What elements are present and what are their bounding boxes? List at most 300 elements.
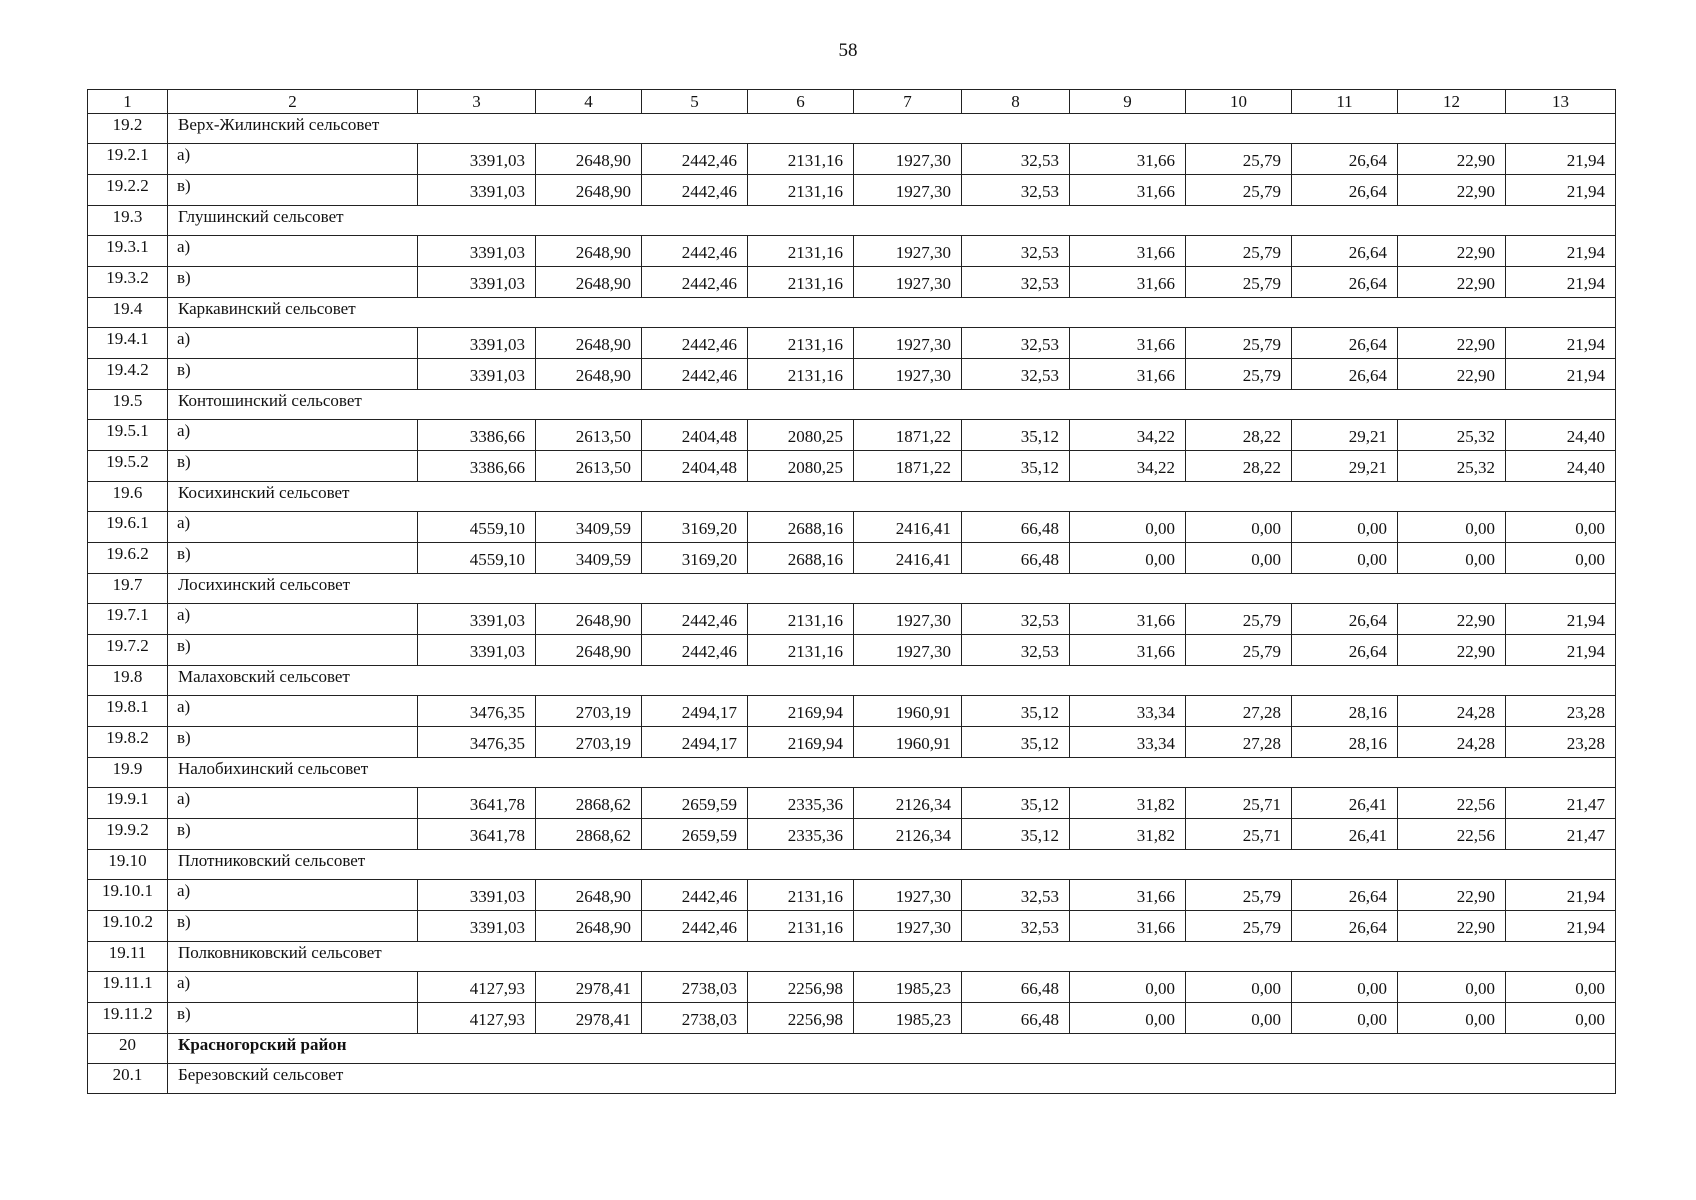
row-code: 19.2.2: [88, 175, 168, 206]
table-row: [88, 543, 1616, 574]
section-row: [88, 942, 1616, 972]
section-row: [88, 1034, 1616, 1064]
value-cell: 2335,36: [748, 788, 854, 819]
value-cell: 2978,41: [536, 972, 642, 1003]
value-cell: 21,94: [1506, 144, 1616, 175]
value-cell: 2613,50: [536, 420, 642, 451]
value-cell: 2404,48: [642, 420, 748, 451]
value-cell: 28,22: [1186, 451, 1292, 482]
value-cell: 22,90: [1398, 911, 1506, 942]
value-cell: 34,22: [1070, 420, 1186, 451]
column-number-header: 5: [642, 90, 748, 114]
row-label: а): [168, 420, 418, 451]
row-code: 19.4: [88, 298, 168, 328]
column-number-header: 1: [88, 90, 168, 114]
section-row: [88, 1064, 1616, 1094]
value-cell: 66,48: [962, 512, 1070, 543]
row-code: 19.6.1: [88, 512, 168, 543]
value-cell: 33,34: [1070, 696, 1186, 727]
table-row: [88, 328, 1616, 359]
value-cell: 3409,59: [536, 543, 642, 574]
value-cell: 2126,34: [854, 788, 962, 819]
value-cell: 3409,59: [536, 512, 642, 543]
value-cell: 35,12: [962, 727, 1070, 758]
value-cell: 3391,03: [418, 635, 536, 666]
value-cell: 3391,03: [418, 175, 536, 206]
value-cell: 66,48: [962, 1003, 1070, 1034]
value-cell: 35,12: [962, 420, 1070, 451]
section-name: Глушинский сельсовет: [168, 206, 1616, 236]
value-cell: 33,34: [1070, 727, 1186, 758]
value-cell: 21,94: [1506, 604, 1616, 635]
table-row: [88, 972, 1616, 1003]
row-code: 20: [88, 1034, 168, 1064]
value-cell: 2659,59: [642, 788, 748, 819]
value-cell: 0,00: [1398, 543, 1506, 574]
table-row: [88, 236, 1616, 267]
value-cell: 3386,66: [418, 420, 536, 451]
value-cell: 25,79: [1186, 911, 1292, 942]
value-cell: 0,00: [1292, 972, 1398, 1003]
value-cell: 2648,90: [536, 175, 642, 206]
row-label: в): [168, 267, 418, 298]
section-row: [88, 666, 1616, 696]
table-row: [88, 512, 1616, 543]
row-label: в): [168, 359, 418, 390]
value-cell: 2613,50: [536, 451, 642, 482]
column-number-header: 6: [748, 90, 854, 114]
value-cell: 3386,66: [418, 451, 536, 482]
value-cell: 24,40: [1506, 451, 1616, 482]
value-cell: 28,22: [1186, 420, 1292, 451]
value-cell: 22,90: [1398, 267, 1506, 298]
row-code: 19.2: [88, 114, 168, 144]
value-cell: 25,71: [1186, 819, 1292, 850]
value-cell: 2648,90: [536, 359, 642, 390]
value-cell: 1927,30: [854, 880, 962, 911]
value-cell: 1985,23: [854, 972, 962, 1003]
value-cell: 2416,41: [854, 512, 962, 543]
value-cell: 2648,90: [536, 604, 642, 635]
value-cell: 3476,35: [418, 727, 536, 758]
value-cell: 0,00: [1506, 1003, 1616, 1034]
value-cell: 2494,17: [642, 696, 748, 727]
row-label: а): [168, 788, 418, 819]
value-cell: 31,66: [1070, 880, 1186, 911]
value-cell: 2494,17: [642, 727, 748, 758]
table-row: [88, 451, 1616, 482]
value-cell: 2703,19: [536, 696, 642, 727]
value-cell: 25,79: [1186, 359, 1292, 390]
section-row: [88, 390, 1616, 420]
value-cell: 2648,90: [536, 267, 642, 298]
value-cell: 3391,03: [418, 359, 536, 390]
value-cell: 22,90: [1398, 635, 1506, 666]
value-cell: 2131,16: [748, 267, 854, 298]
value-cell: 0,00: [1186, 1003, 1292, 1034]
value-cell: 25,79: [1186, 144, 1292, 175]
table-row: [88, 635, 1616, 666]
row-label: в): [168, 543, 418, 574]
row-label: в): [168, 175, 418, 206]
value-cell: 2688,16: [748, 512, 854, 543]
table-row: [88, 359, 1616, 390]
column-number-header: 13: [1506, 90, 1616, 114]
value-cell: 3391,03: [418, 267, 536, 298]
value-cell: 35,12: [962, 819, 1070, 850]
value-cell: 3391,03: [418, 880, 536, 911]
value-cell: 1871,22: [854, 451, 962, 482]
value-cell: 22,56: [1398, 819, 1506, 850]
value-cell: 3391,03: [418, 144, 536, 175]
table-row: [88, 696, 1616, 727]
value-cell: 26,64: [1292, 236, 1398, 267]
value-cell: 2442,46: [642, 144, 748, 175]
value-cell: 23,28: [1506, 727, 1616, 758]
table-row: [88, 1003, 1616, 1034]
table-row: [88, 819, 1616, 850]
row-code: 19.10: [88, 850, 168, 880]
value-cell: 35,12: [962, 696, 1070, 727]
value-cell: 26,41: [1292, 819, 1398, 850]
value-cell: 28,16: [1292, 696, 1398, 727]
value-cell: 32,53: [962, 328, 1070, 359]
value-cell: 23,28: [1506, 696, 1616, 727]
value-cell: 35,12: [962, 788, 1070, 819]
column-number-header: 11: [1292, 90, 1398, 114]
row-code: 19.9: [88, 758, 168, 788]
value-cell: 25,71: [1186, 788, 1292, 819]
value-cell: 2648,90: [536, 635, 642, 666]
tariff-table: [87, 89, 1616, 1094]
value-cell: 0,00: [1186, 972, 1292, 1003]
value-cell: 26,64: [1292, 635, 1398, 666]
column-number-header: 8: [962, 90, 1070, 114]
row-code: 19.11.1: [88, 972, 168, 1003]
row-label: а): [168, 328, 418, 359]
column-number-header: 2: [168, 90, 418, 114]
value-cell: 21,94: [1506, 328, 1616, 359]
row-code: 19.9.2: [88, 819, 168, 850]
value-cell: 21,94: [1506, 267, 1616, 298]
value-cell: 0,00: [1186, 543, 1292, 574]
value-cell: 32,53: [962, 236, 1070, 267]
value-cell: 21,94: [1506, 359, 1616, 390]
value-cell: 21,94: [1506, 911, 1616, 942]
value-cell: 2131,16: [748, 175, 854, 206]
row-label: а): [168, 236, 418, 267]
value-cell: 31,82: [1070, 819, 1186, 850]
row-code: 19.7: [88, 574, 168, 604]
value-cell: 27,28: [1186, 696, 1292, 727]
value-cell: 26,64: [1292, 175, 1398, 206]
value-cell: 2169,94: [748, 696, 854, 727]
value-cell: 34,22: [1070, 451, 1186, 482]
section-row: [88, 574, 1616, 604]
value-cell: 31,66: [1070, 144, 1186, 175]
value-cell: 27,28: [1186, 727, 1292, 758]
value-cell: 31,66: [1070, 635, 1186, 666]
value-cell: 22,90: [1398, 236, 1506, 267]
value-cell: 26,64: [1292, 144, 1398, 175]
row-code: 19.6.2: [88, 543, 168, 574]
table-row: [88, 267, 1616, 298]
value-cell: 31,66: [1070, 359, 1186, 390]
value-cell: 2738,03: [642, 972, 748, 1003]
table-row: [88, 175, 1616, 206]
value-cell: 2442,46: [642, 880, 748, 911]
row-label: в): [168, 451, 418, 482]
value-cell: 4559,10: [418, 543, 536, 574]
value-cell: 2131,16: [748, 604, 854, 635]
value-cell: 29,21: [1292, 451, 1398, 482]
value-cell: 2131,16: [748, 880, 854, 911]
value-cell: 1871,22: [854, 420, 962, 451]
row-label: в): [168, 727, 418, 758]
row-code: 19.5.1: [88, 420, 168, 451]
value-cell: 26,64: [1292, 328, 1398, 359]
row-label: в): [168, 635, 418, 666]
value-cell: 22,90: [1398, 144, 1506, 175]
value-cell: 1927,30: [854, 175, 962, 206]
value-cell: 2978,41: [536, 1003, 642, 1034]
value-cell: 3169,20: [642, 543, 748, 574]
value-cell: 25,79: [1186, 267, 1292, 298]
value-cell: 0,00: [1506, 512, 1616, 543]
section-row: [88, 758, 1616, 788]
row-label: а): [168, 880, 418, 911]
value-cell: 31,66: [1070, 604, 1186, 635]
row-label: а): [168, 144, 418, 175]
value-cell: 2648,90: [536, 911, 642, 942]
value-cell: 2442,46: [642, 267, 748, 298]
value-cell: 0,00: [1070, 972, 1186, 1003]
value-cell: 3476,35: [418, 696, 536, 727]
value-cell: 31,66: [1070, 328, 1186, 359]
value-cell: 0,00: [1506, 543, 1616, 574]
value-cell: 32,53: [962, 604, 1070, 635]
value-cell: 25,79: [1186, 604, 1292, 635]
row-label: а): [168, 604, 418, 635]
value-cell: 25,79: [1186, 880, 1292, 911]
value-cell: 25,79: [1186, 236, 1292, 267]
section-row: [88, 114, 1616, 144]
value-cell: 0,00: [1398, 972, 1506, 1003]
section-name: Контошинский сельсовет: [168, 390, 1616, 420]
row-code: 19.3.1: [88, 236, 168, 267]
value-cell: 35,12: [962, 451, 1070, 482]
value-cell: 21,47: [1506, 788, 1616, 819]
value-cell: 25,79: [1186, 635, 1292, 666]
value-cell: 32,53: [962, 359, 1070, 390]
value-cell: 32,53: [962, 911, 1070, 942]
value-cell: 2868,62: [536, 788, 642, 819]
column-number-header-row: [88, 90, 1616, 114]
column-number-header: 7: [854, 90, 962, 114]
value-cell: 2442,46: [642, 175, 748, 206]
value-cell: 4559,10: [418, 512, 536, 543]
value-cell: 2868,62: [536, 819, 642, 850]
value-cell: 29,21: [1292, 420, 1398, 451]
row-code: 19.3.2: [88, 267, 168, 298]
value-cell: 32,53: [962, 267, 1070, 298]
value-cell: 32,53: [962, 175, 1070, 206]
value-cell: 25,79: [1186, 328, 1292, 359]
value-cell: 2648,90: [536, 144, 642, 175]
value-cell: 3391,03: [418, 236, 536, 267]
value-cell: 32,53: [962, 880, 1070, 911]
table-row: [88, 911, 1616, 942]
value-cell: 22,90: [1398, 604, 1506, 635]
value-cell: 2131,16: [748, 635, 854, 666]
row-code: 19.4.1: [88, 328, 168, 359]
value-cell: 1927,30: [854, 267, 962, 298]
value-cell: 0,00: [1292, 543, 1398, 574]
row-code: 19.10.2: [88, 911, 168, 942]
value-cell: 2131,16: [748, 911, 854, 942]
value-cell: 26,64: [1292, 911, 1398, 942]
value-cell: 0,00: [1398, 512, 1506, 543]
value-cell: 2442,46: [642, 911, 748, 942]
value-cell: 21,94: [1506, 175, 1616, 206]
section-name: Полковниковский сельсовет: [168, 942, 1616, 972]
value-cell: 1960,91: [854, 727, 962, 758]
value-cell: 1927,30: [854, 911, 962, 942]
value-cell: 2442,46: [642, 328, 748, 359]
value-cell: 0,00: [1292, 512, 1398, 543]
value-cell: 2131,16: [748, 144, 854, 175]
value-cell: 0,00: [1070, 512, 1186, 543]
value-cell: 24,28: [1398, 727, 1506, 758]
value-cell: 3391,03: [418, 911, 536, 942]
value-cell: 26,64: [1292, 604, 1398, 635]
value-cell: 2131,16: [748, 328, 854, 359]
section-row: [88, 850, 1616, 880]
value-cell: 1927,30: [854, 635, 962, 666]
value-cell: 3169,20: [642, 512, 748, 543]
table-row: [88, 144, 1616, 175]
value-cell: 2256,98: [748, 972, 854, 1003]
table-row: [88, 880, 1616, 911]
value-cell: 25,79: [1186, 175, 1292, 206]
section-name: Лосихинский сельсовет: [168, 574, 1616, 604]
column-number-header: 10: [1186, 90, 1292, 114]
row-code: 19.10.1: [88, 880, 168, 911]
value-cell: 66,48: [962, 543, 1070, 574]
value-cell: 3641,78: [418, 819, 536, 850]
value-cell: 2080,25: [748, 451, 854, 482]
section-name: Косихинский сельсовет: [168, 482, 1616, 512]
value-cell: 1927,30: [854, 328, 962, 359]
value-cell: 2659,59: [642, 819, 748, 850]
value-cell: 2404,48: [642, 451, 748, 482]
section-name: Плотниковский сельсовет: [168, 850, 1616, 880]
section-name: Каркавинский сельсовет: [168, 298, 1616, 328]
row-code: 19.9.1: [88, 788, 168, 819]
value-cell: 1985,23: [854, 1003, 962, 1034]
value-cell: 31,66: [1070, 236, 1186, 267]
value-cell: 26,64: [1292, 359, 1398, 390]
value-cell: 0,00: [1506, 972, 1616, 1003]
value-cell: 2126,34: [854, 819, 962, 850]
value-cell: 2703,19: [536, 727, 642, 758]
value-cell: 32,53: [962, 144, 1070, 175]
value-cell: 22,90: [1398, 175, 1506, 206]
value-cell: 1927,30: [854, 144, 962, 175]
row-label: в): [168, 911, 418, 942]
row-code: 19.11.2: [88, 1003, 168, 1034]
value-cell: 2080,25: [748, 420, 854, 451]
value-cell: 3391,03: [418, 604, 536, 635]
value-cell: 2256,98: [748, 1003, 854, 1034]
value-cell: 0,00: [1398, 1003, 1506, 1034]
value-cell: 2648,90: [536, 880, 642, 911]
value-cell: 0,00: [1070, 543, 1186, 574]
value-cell: 2442,46: [642, 604, 748, 635]
row-code: 19.7.1: [88, 604, 168, 635]
row-code: 19.5: [88, 390, 168, 420]
value-cell: 0,00: [1186, 512, 1292, 543]
value-cell: 24,28: [1398, 696, 1506, 727]
value-cell: 32,53: [962, 635, 1070, 666]
row-label: а): [168, 512, 418, 543]
value-cell: 26,41: [1292, 788, 1398, 819]
section-name: Верх-Жилинский сельсовет: [168, 114, 1616, 144]
value-cell: 28,16: [1292, 727, 1398, 758]
value-cell: 26,64: [1292, 267, 1398, 298]
row-code: 19.2.1: [88, 144, 168, 175]
row-code: 19.8: [88, 666, 168, 696]
value-cell: 0,00: [1070, 1003, 1186, 1034]
row-code: 19.6: [88, 482, 168, 512]
column-number-header: 3: [418, 90, 536, 114]
value-cell: 21,94: [1506, 635, 1616, 666]
value-cell: 31,82: [1070, 788, 1186, 819]
value-cell: 31,66: [1070, 267, 1186, 298]
row-label: а): [168, 972, 418, 1003]
value-cell: 2442,46: [642, 236, 748, 267]
value-cell: 22,90: [1398, 328, 1506, 359]
row-code: 19.8.2: [88, 727, 168, 758]
table-row: [88, 788, 1616, 819]
value-cell: 4127,93: [418, 1003, 536, 1034]
value-cell: 2648,90: [536, 328, 642, 359]
row-label: в): [168, 1003, 418, 1034]
value-cell: 1927,30: [854, 359, 962, 390]
section-row: [88, 482, 1616, 512]
row-code: 20.1: [88, 1064, 168, 1094]
value-cell: 31,66: [1070, 911, 1186, 942]
value-cell: 1960,91: [854, 696, 962, 727]
column-number-header: 12: [1398, 90, 1506, 114]
row-code: 19.3: [88, 206, 168, 236]
table-row: [88, 727, 1616, 758]
table-row: [88, 420, 1616, 451]
value-cell: 21,47: [1506, 819, 1616, 850]
value-cell: 2169,94: [748, 727, 854, 758]
value-cell: 2335,36: [748, 819, 854, 850]
value-cell: 21,94: [1506, 880, 1616, 911]
value-cell: 2738,03: [642, 1003, 748, 1034]
row-label: а): [168, 696, 418, 727]
value-cell: 2688,16: [748, 543, 854, 574]
value-cell: 31,66: [1070, 175, 1186, 206]
table-row: [88, 604, 1616, 635]
value-cell: 0,00: [1292, 1003, 1398, 1034]
value-cell: 2648,90: [536, 236, 642, 267]
row-code: 19.4.2: [88, 359, 168, 390]
value-cell: 3641,78: [418, 788, 536, 819]
